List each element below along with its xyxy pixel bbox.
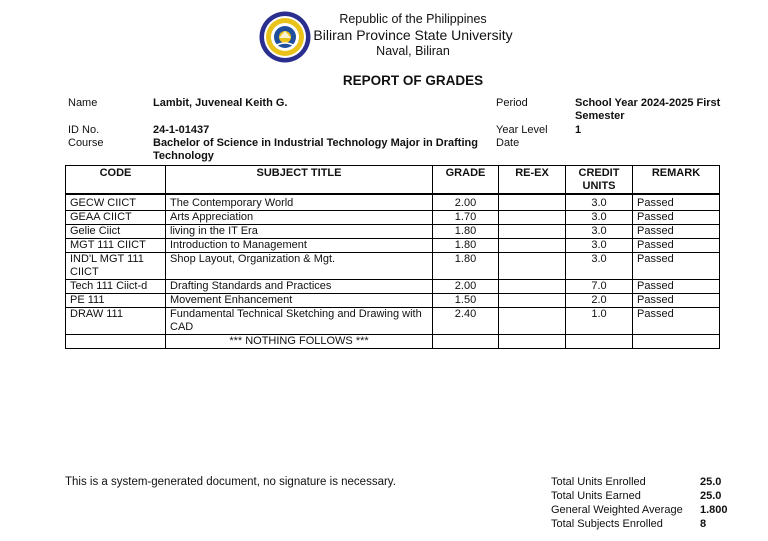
year-level-label: Year Level (496, 124, 548, 136)
code-cell: Gelie Ciict (66, 225, 166, 239)
student-name: Lambit, Juveneal Keith G. (153, 97, 288, 109)
subject-cell: Fundamental Technical Sketching and Drawing with CAD (166, 308, 433, 335)
report-title: REPORT OF GRADES (342, 73, 484, 88)
remark-cell: Passed (633, 280, 720, 294)
grade-cell: 1.80 (433, 225, 499, 239)
grade-cell: 1.80 (433, 239, 499, 253)
reex-cell (499, 194, 566, 211)
period-label: Period (496, 97, 528, 109)
units-cell: 3.0 (566, 253, 633, 280)
reex-cell (499, 253, 566, 280)
period-value: School Year 2024-2025 First Semester (575, 97, 721, 122)
units-cell: 1.0 (566, 308, 633, 335)
column-header: CREDIT UNITS (566, 166, 633, 195)
subject-cell: living in the IT Era (166, 225, 433, 239)
table-row (66, 280, 720, 294)
total-units-earned-value: 25.0 (700, 490, 722, 502)
table-row (66, 239, 720, 253)
remark-cell: Passed (633, 211, 720, 225)
system-generated-note: This is a system-generated document, no signature is necessary. (65, 476, 396, 488)
table-row (66, 225, 720, 239)
column-header: GRADE (433, 166, 499, 195)
units-cell: 7.0 (566, 280, 633, 294)
code-cell: PE 111 (66, 294, 166, 308)
grades-table (65, 165, 720, 349)
code-cell: DRAW 111 (66, 308, 166, 335)
column-header: SUBJECT TITLE (166, 166, 433, 195)
remark-cell: Passed (633, 225, 720, 239)
gwa-value: 1.800 (700, 504, 728, 516)
id-label: ID No. (68, 124, 100, 136)
header-university: Biliran Province State University (313, 27, 513, 43)
column-header: REMARK (633, 166, 720, 195)
total-subjects-value: 8 (700, 518, 707, 530)
empty-cell (66, 335, 166, 349)
remark-cell: Passed (633, 253, 720, 280)
table-row (66, 308, 720, 335)
units-cell: 3.0 (566, 211, 633, 225)
nothing-follows-note: *** NOTHING FOLLOWS *** (166, 335, 433, 349)
reex-cell (499, 294, 566, 308)
total-subjects-label: Total Subjects Enrolled (551, 518, 663, 530)
code-cell: Tech 111 Ciict-d (66, 280, 166, 294)
subject-cell: Shop Layout, Organization & Mgt. (166, 253, 433, 280)
code-cell: IND'L MGT 111 CIICT (66, 253, 166, 280)
subject-cell: Drafting Standards and Practices (166, 280, 433, 294)
empty-cell (499, 335, 566, 349)
subject-cell: Arts Appreciation (166, 211, 433, 225)
header-location: Naval, Biliran (376, 44, 450, 58)
units-cell: 3.0 (566, 225, 633, 239)
remark-cell: Passed (633, 294, 720, 308)
empty-cell (433, 335, 499, 349)
column-header: CODE (66, 166, 166, 195)
units-cell: 3.0 (566, 194, 633, 211)
remark-cell: Passed (633, 239, 720, 253)
grade-cell: 1.50 (433, 294, 499, 308)
remark-cell: Passed (633, 194, 720, 211)
empty-cell (633, 335, 720, 349)
grade-cell: 2.40 (433, 308, 499, 335)
year-level-value: 1 (575, 124, 582, 136)
subject-cell: Introduction to Management (166, 239, 433, 253)
student-course: Bachelor of Science in Industrial Technology Major in Drafting Technology (153, 137, 478, 162)
code-cell: GEAA CIICT (66, 211, 166, 225)
reex-cell (499, 308, 566, 335)
grade-cell: 1.80 (433, 253, 499, 280)
table-row (66, 194, 720, 211)
grade-cell: 1.70 (433, 211, 499, 225)
reex-cell (499, 225, 566, 239)
reex-cell (499, 239, 566, 253)
header-country: Republic of the Philippines (339, 12, 487, 26)
table-header-row (66, 166, 720, 195)
reex-cell (499, 280, 566, 294)
subject-cell: The Contemporary World (166, 194, 433, 211)
grade-cell: 2.00 (433, 194, 499, 211)
date-label: Date (496, 137, 520, 149)
column-header: RE-EX (499, 166, 566, 195)
subject-cell: Movement Enhancement (166, 294, 433, 308)
total-units-enrolled-value: 25.0 (700, 476, 722, 488)
table-row (66, 253, 720, 280)
code-cell: GECW CIICT (66, 194, 166, 211)
units-cell: 2.0 (566, 294, 633, 308)
table-row (66, 294, 720, 308)
code-cell: MGT 111 CIICT (66, 239, 166, 253)
empty-cell (566, 335, 633, 349)
remark-cell: Passed (633, 308, 720, 335)
gwa-label: General Weighted Average (551, 504, 683, 516)
student-id: 24-1-01437 (153, 124, 210, 136)
units-cell: 3.0 (566, 239, 633, 253)
name-label: Name (68, 97, 98, 109)
table-row (66, 211, 720, 225)
total-units-earned-label: Total Units Earned (551, 490, 641, 502)
grade-cell: 2.00 (433, 280, 499, 294)
course-label: Course (68, 137, 104, 149)
table-end-row (66, 335, 720, 349)
total-units-enrolled-label: Total Units Enrolled (551, 476, 646, 488)
reex-cell (499, 211, 566, 225)
